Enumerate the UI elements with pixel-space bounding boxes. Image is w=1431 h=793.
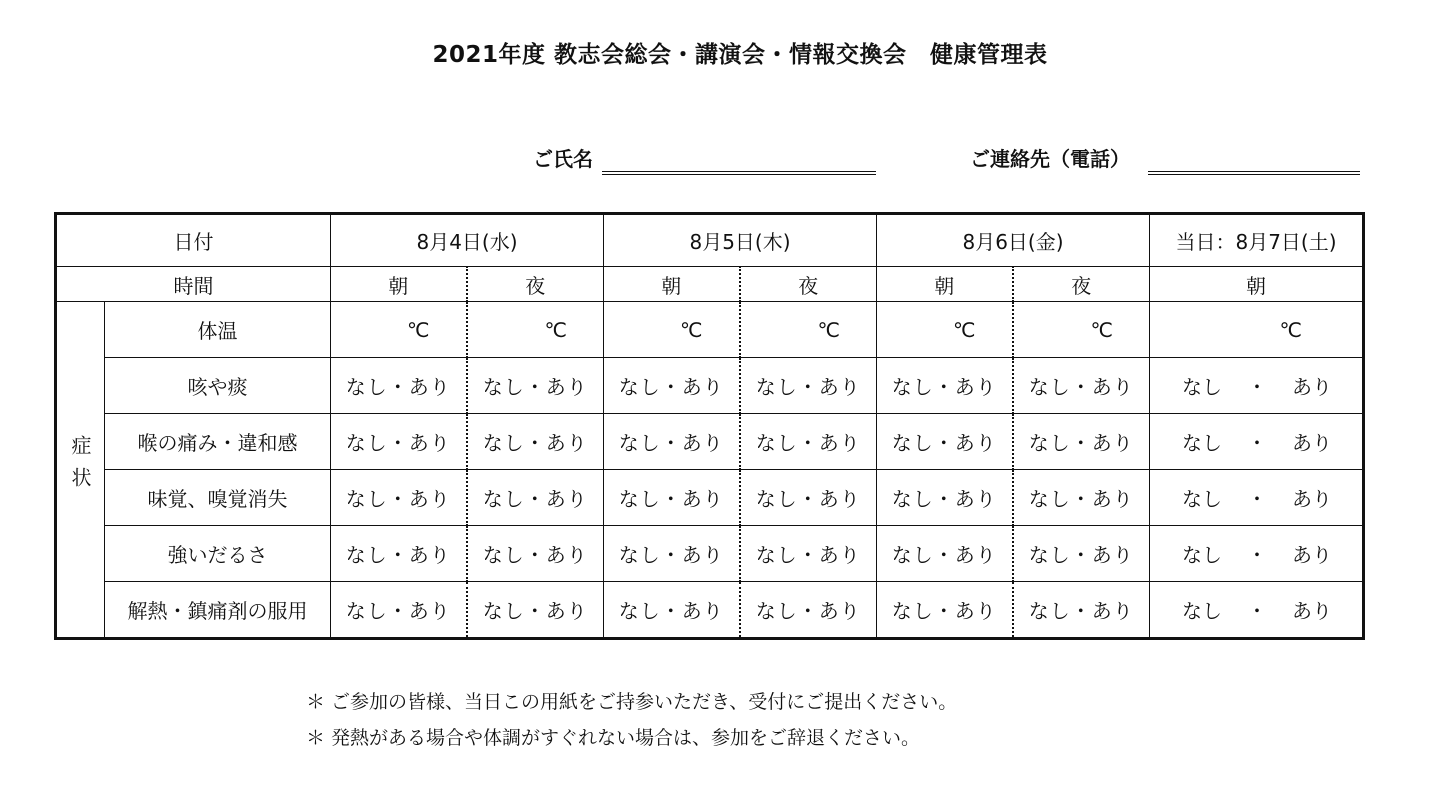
answer-cell[interactable]: なし・あり xyxy=(740,358,877,414)
answer-cell[interactable]: なし・あり xyxy=(331,582,467,639)
symptom-label: 味覚、嗅覚消失 xyxy=(105,470,331,526)
note-item: ＊ ご参加の皆様、当日この用紙をご持参いただき、受付にご提出ください。 xyxy=(306,691,958,713)
symptom-group-label: 症状 xyxy=(56,302,105,639)
answer-cell[interactable]: なし・あり xyxy=(331,526,467,582)
temperature-row xyxy=(56,302,1364,358)
time-morning: 朝 xyxy=(331,267,467,302)
time-morning: 朝 xyxy=(1150,267,1364,302)
answer-cell[interactable]: なし・あり xyxy=(604,582,740,639)
answer-cell[interactable]: なし・あり xyxy=(467,358,604,414)
temperature-cell[interactable]: ℃ xyxy=(740,302,877,358)
temperature-cell[interactable]: ℃ xyxy=(467,302,604,358)
name-label: ご氏名 xyxy=(533,147,593,171)
contact-field[interactable] xyxy=(1148,171,1360,175)
answer-cell[interactable]: なし・あり xyxy=(877,526,1013,582)
answer-cell[interactable]: なし・あり xyxy=(467,526,604,582)
time-row xyxy=(56,267,1364,302)
answer-none[interactable]: なし xyxy=(1182,375,1222,399)
answer-yes[interactable]: あり xyxy=(1292,599,1332,623)
answer-separator: ・ xyxy=(1247,375,1267,399)
temperature-cell[interactable]: ℃ xyxy=(877,302,1013,358)
answer-cell[interactable]: なし・あり xyxy=(740,582,877,639)
answer-cell[interactable]: なし・あり xyxy=(740,526,877,582)
answer-none[interactable]: なし xyxy=(1182,599,1222,623)
answer-yes[interactable]: あり xyxy=(1292,543,1332,567)
date-row xyxy=(56,214,1364,267)
notes xyxy=(306,684,957,756)
answer-cell[interactable]: なし・あり xyxy=(1013,470,1150,526)
symptom-row-cough xyxy=(56,358,1364,414)
answer-cell[interactable]: なし・あり xyxy=(331,358,467,414)
answer-cell[interactable]: なし・あり xyxy=(604,358,740,414)
answer-separator: ・ xyxy=(1247,543,1267,567)
date-header: 日付 xyxy=(56,214,331,267)
answer-cell[interactable]: なし・あり xyxy=(877,358,1013,414)
answer-cell[interactable]: なし・あり xyxy=(1013,582,1150,639)
answer-cell[interactable]: なし・あり xyxy=(740,470,877,526)
note-item: ＊ 発熱がある場合や体調がすぐれない場合は、参加をご辞退ください。 xyxy=(306,727,921,749)
symptom-label: 強いだるさ xyxy=(105,526,331,582)
answer-cell[interactable]: なし・あり xyxy=(740,414,877,470)
health-table xyxy=(54,212,1365,640)
answer-none[interactable]: なし xyxy=(1182,431,1222,455)
answer-cell[interactable]: なし・あり xyxy=(1013,414,1150,470)
answer-cell-event-day[interactable] xyxy=(1150,414,1364,470)
answer-cell[interactable]: なし・あり xyxy=(604,526,740,582)
symptom-row-medication xyxy=(56,582,1364,639)
answer-cell[interactable]: なし・あり xyxy=(1013,526,1150,582)
answer-cell[interactable]: なし・あり xyxy=(331,470,467,526)
temperature-cell[interactable]: ℃ xyxy=(1013,302,1150,358)
answer-none[interactable]: なし xyxy=(1182,543,1222,567)
date-cell-event-day: 当日：8月7日(土) xyxy=(1150,214,1364,267)
answer-cell-event-day[interactable] xyxy=(1150,526,1364,582)
temperature-label: 体温 xyxy=(105,302,331,358)
answer-cell[interactable]: なし・あり xyxy=(877,470,1013,526)
answer-cell-event-day[interactable] xyxy=(1150,470,1364,526)
date-cell: 8月4日(水) xyxy=(331,214,604,267)
symptom-label: 解熱・鎮痛剤の服用 xyxy=(105,582,331,639)
symptom-label: 喉の痛み・違和感 xyxy=(105,414,331,470)
time-header: 時間 xyxy=(56,267,331,302)
answer-cell-event-day[interactable] xyxy=(1150,358,1364,414)
answer-cell[interactable]: なし・あり xyxy=(877,582,1013,639)
answer-cell[interactable]: なし・あり xyxy=(1013,358,1150,414)
time-morning: 朝 xyxy=(604,267,740,302)
answer-yes[interactable]: あり xyxy=(1292,431,1332,455)
answer-cell[interactable]: なし・あり xyxy=(467,582,604,639)
answer-yes[interactable]: あり xyxy=(1292,487,1332,511)
temperature-cell[interactable]: ℃ xyxy=(331,302,467,358)
page-title: 2021年度 教志会総会・講演会・情報交換会 健康管理表 xyxy=(432,42,1048,68)
temperature-cell[interactable]: ℃ xyxy=(1150,302,1364,358)
date-cell: 8月5日(木) xyxy=(604,214,877,267)
answer-cell[interactable]: なし・あり xyxy=(877,414,1013,470)
answer-separator: ・ xyxy=(1247,487,1267,511)
answer-cell[interactable]: なし・あり xyxy=(331,414,467,470)
name-field[interactable] xyxy=(602,171,876,175)
time-night: 夜 xyxy=(467,267,604,302)
time-night: 夜 xyxy=(740,267,877,302)
answer-cell[interactable]: なし・あり xyxy=(604,470,740,526)
answer-separator: ・ xyxy=(1247,599,1267,623)
symptom-row-fatigue xyxy=(56,526,1364,582)
answer-cell-event-day[interactable] xyxy=(1150,582,1364,639)
symptom-row-taste-smell xyxy=(56,470,1364,526)
answer-none[interactable]: なし xyxy=(1182,487,1222,511)
answer-yes[interactable]: あり xyxy=(1292,375,1332,399)
answer-cell[interactable]: なし・あり xyxy=(467,414,604,470)
answer-cell[interactable]: なし・あり xyxy=(467,470,604,526)
date-cell: 8月6日(金) xyxy=(877,214,1150,267)
symptom-row-throat xyxy=(56,414,1364,470)
contact-label: ご連絡先（電話） xyxy=(970,147,1130,171)
answer-cell[interactable]: なし・あり xyxy=(604,414,740,470)
time-morning: 朝 xyxy=(877,267,1013,302)
answer-separator: ・ xyxy=(1247,431,1267,455)
time-night: 夜 xyxy=(1013,267,1150,302)
temperature-cell[interactable]: ℃ xyxy=(604,302,740,358)
symptom-label: 咳や痰 xyxy=(105,358,331,414)
